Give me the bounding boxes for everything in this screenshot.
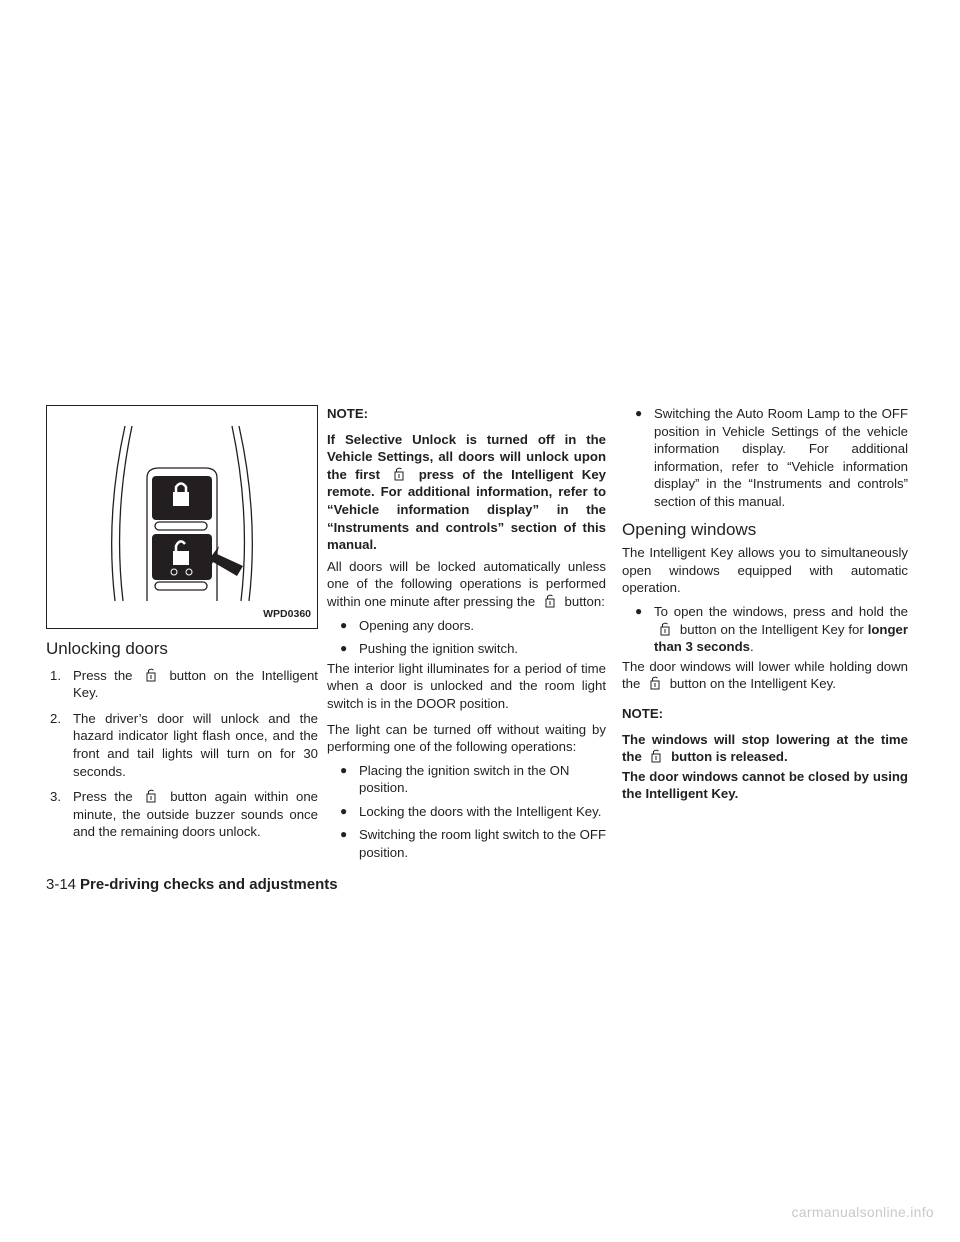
bullet-icon: ● [340,762,348,777]
step-number: 1. [50,667,61,683]
step-text: button on the Intelligent Key. [73,667,318,701]
window-icon [654,622,676,636]
paragraph: The interior light illuminates for a period of time when a door is unlocked and the room light switch is in the DOOR position. [327,660,606,711]
note-text [622,731,908,766]
page-number: 3-14 [46,876,77,893]
bullet-icon: ● [340,803,348,818]
step-number: 3. [50,789,61,805]
column-3 [622,405,908,803]
section-title: Pre-driving checks and adjustments [80,876,338,893]
paragraph-part: button on the Intelligent Key. [669,676,836,692]
bullet-icon: ● [635,603,643,618]
bullet-icon: ● [340,827,348,842]
column-2 [327,405,606,862]
list-item [632,405,908,511]
unlock-icon [539,594,561,608]
bullet-text: Locking the doors with the Intelligent Key. [359,803,602,819]
bullet-text: Opening any doors. [359,617,475,633]
note-text-part: button is released. [671,749,788,765]
list-item [337,640,606,658]
bullet-text-bold: longer than 3 seconds [654,621,908,655]
unlock-steps [46,667,318,841]
list-item [46,667,318,702]
column-1 [46,405,318,841]
bullet-list [337,762,606,862]
bullet-icon: ● [635,406,643,420]
note-text-part: press of the Intelligent Key remote. For additional information, refer to “Vehicle information display” in the “Instruments and controls” section of this manual. [327,466,606,553]
paragraph-part: The door windows will lower while holding down the [622,658,908,692]
bullet-icon: ● [340,641,348,656]
note-label: NOTE: [327,406,369,421]
note-text: The door windows cannot be closed by using the Intelligent Key. [622,768,908,802]
key-fob-figure [46,405,318,629]
bullet-text: To open the windows, press and hold the [654,603,908,619]
step-text: The driver’s door will unlock and the hazard indicator light flash once, and the front and tail lights will turn on for 30 seconds. [73,710,318,779]
note-text-part: If Selective Unlock is turned off in the Vehicle Settings, all doors will unlock upon the first [327,431,606,482]
bullet-text: Switching the Auto Room Lamp to the OFF position in Vehicle Settings of the vehicle information display. For additional information, refer to “Vehicle information display” in the “Instruments and controls” section of this manual. [654,406,908,509]
paragraph: The Intelligent Key allows you to simultaneously open windows equipped with automatic operation. [622,545,908,596]
section-heading-unlocking-doors: Unlocking doors [46,639,168,658]
list-item [632,603,908,656]
step-text: button again within one minute, the outside buzzer sounds once and the remaining doors unlock. [73,789,318,840]
bullet-list [632,603,908,656]
bullet-text: button on the Intelligent Key for [679,621,864,637]
page-footer [46,876,338,893]
figure-label: WPD0360 [261,606,313,624]
step-number: 2. [50,710,61,726]
list-item [337,803,606,821]
list-item [337,826,606,861]
bullet-text: Placing the ignition switch in the ON position. [359,762,570,796]
list-item [46,788,318,841]
note-text [327,431,606,554]
bullet-text: Pushing the ignition switch. [359,641,519,657]
bullet-list [632,405,908,511]
step-text: Press the [73,667,133,683]
unlock-icon [388,467,410,481]
unlock-icon [140,789,162,803]
watermark: carmanualsonline.info [791,1204,934,1220]
bullet-text: Switching the room light switch to the OFF position. [359,827,606,861]
unlock-icon [140,668,162,682]
paragraph [622,658,908,693]
paragraph [327,558,606,611]
paragraph-part: All doors will be locked automatically unless one of the following operations is performed within one minute after pressing the [327,558,606,609]
list-item [337,762,606,797]
paragraph-part: button: [564,593,605,609]
step-text: Press the [73,789,133,805]
note-label: NOTE: [622,705,664,721]
bullet-icon: ● [340,617,348,632]
paragraph: The light can be turned off without waiting by performing one of the following operations: [327,721,606,755]
note-text-part: The windows will stop lowering at the time the [622,731,908,765]
key-fob-illustration [47,406,317,628]
list-item [46,710,318,780]
bullet-list [337,617,606,658]
section-heading-opening-windows: Opening windows [622,519,757,539]
list-item [337,617,606,635]
window-icon [645,749,667,763]
window-icon [644,676,666,690]
bullet-text: . [750,639,754,655]
